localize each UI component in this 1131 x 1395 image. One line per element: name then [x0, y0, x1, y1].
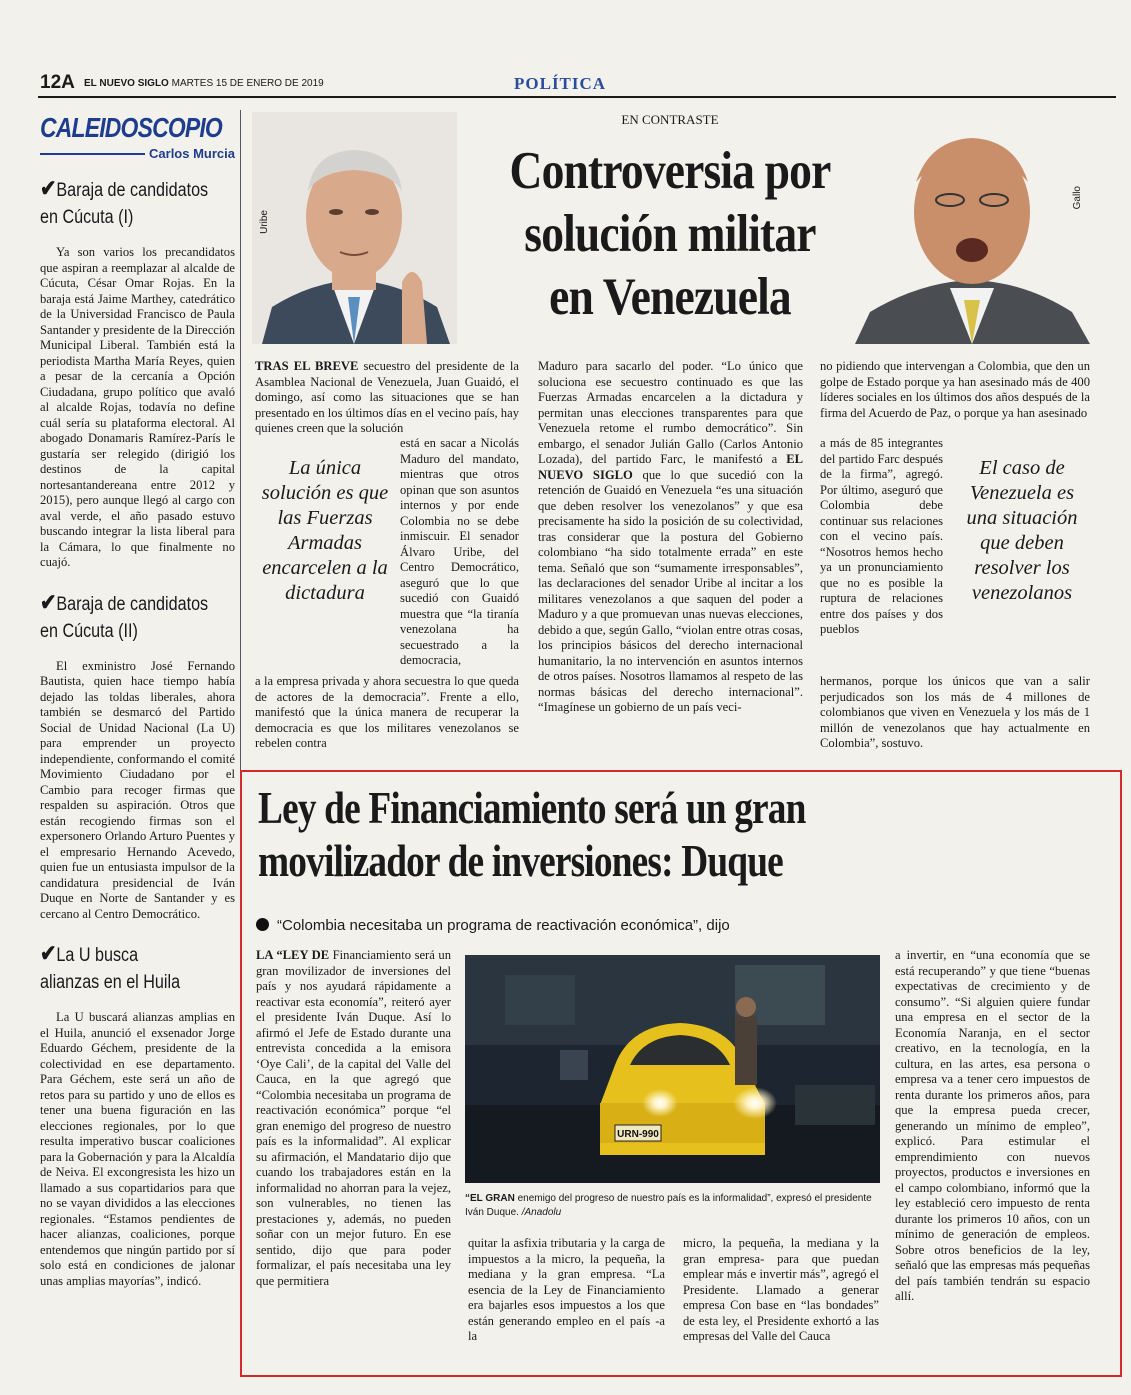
- taxi-photo: [465, 955, 880, 1183]
- story1-col1-top: TRAS EL BREVE secuestro del presidente de la Asamblea Nacional de Venezuela, Juan Guaidó, el domingo, así como las situaciones que se han presentado en los últimos días en el vecino país, hay quienes creen que la solución: [255, 359, 519, 435]
- story2-col3: micro, la pequeña, la mediana y la gran empresa- para que puedan emplear más e invertir más”, agregó el Presidente. Llamado a generar empresa Con base en “las bondades” de esta ley, el Presidente exhortó a las empresas del Valle del Cauca: [683, 1236, 879, 1343]
- story1-headline: Controversia por solución militar en Venezuela: [509, 142, 831, 326]
- checkmark-icon: ✔: [40, 588, 57, 615]
- story1-pull-quote-right: El caso de Venezuela es una situación que deben resolver los venezolanos: [966, 457, 1078, 604]
- author-rule: [40, 153, 145, 155]
- story2-col2: quitar la asfixia tributaria y la carga de impuestos a la micro, la pequeña, la mediana y la gran empresa. “La esencia de la Ley de Financiamiento era bajarles esos impuestos a los que están generando empleo en el país -a la: [468, 1236, 665, 1343]
- taxi-photo-caption: “EL GRAN enemigo del progreso de nuestro país es la informalidad”, expresó el presidente Iván Duque. /Anadolu: [465, 1193, 872, 1218]
- checkmark-icon: ✔: [40, 175, 57, 201]
- story1-kicker: EN CONTRASTE: [621, 112, 719, 127]
- section-name: POLÍTICA: [514, 74, 607, 93]
- item-2-text: El exministro José Fernando Bautista, quien hace tiempo había dejado las toldas liberales, ahora también se desmarcó del Partido Social de Unidad Nacional (La U) para emprender un proyecto independiente, conformando el comité Movimiento Ciudadano por el Cambio para recoger firmas que respalden su aspiración. Otros que están recogiendo firmas son el expersonero Orlando Arturo Puentes y el empresario Hernando Acevedo, quien fue un entusiasta impulsor de la candidatura presidencial de Iván Duque en Norte de Santander y es cercano al Centro Democrático.: [40, 658, 235, 921]
- license-plate: URN-990: [617, 1129, 659, 1140]
- bullet-icon: [256, 918, 269, 931]
- story1-col3-top: no pidiendo que intervengan a Colombia, que den un golpe de Estado porque ya han asesinado más de 400 líderes sociales en los últimos dos años después de la firma del Acuerdo de Paz, o porque ya han asesinado: [820, 359, 1090, 420]
- column-name: CALEIDOSCOPIO: [40, 112, 222, 143]
- gallo-caption: Gallo: [1072, 186, 1083, 210]
- uribe-photo: [252, 112, 457, 344]
- item-2-title: ✔Baraja de candidatos en Cúcuta (II): [40, 588, 209, 642]
- story1-pull-quote-left: La única solución es que las Fuerzas Armadas encarcelen a la dictadura: [261, 457, 389, 604]
- item-1-text: Ya son varios los precandidatos que aspiran a reemplazar al alcalde de Cúcuta, César Omar Rojas. En la baraja está Jaime Marthey, catedrático de la Universidad Francisco de Paula Santander y presidente de la Dirección Municipal Liberal. También está la periodista Martha María Reyes, quien a pesar de la cercanía a Opción Ciudadana, grupo político que avaló al alcalde Rojas, todavía no define cuál sería su plataforma electoral. Al abogado Donamaris Ramírez-París le gustaría ser relegido (dirigió los destinos de la capital nortesantandereana entre 2012 y 2015), pero aunque llegó al cargo con aval verde, el año pasado estuvo buscando integrar la lista liberal para la Cámara, lo que finalmente no cuajó.: [40, 245, 235, 569]
- story1-lead: TRAS EL BREVE: [255, 359, 359, 373]
- story1-col3-narrow: a más de 85 integrantes del partido Farc después de la firma”, agregó. Por último, aseguró que Colombia debe continuar sus relaciones con el vecino país. “Nosotros hemos hecho ya un pronunciamiento que no es posible la ruptura de relaciones entre dos países y dos pueblos: [820, 436, 943, 636]
- story1-col2: Maduro para sacarlo del poder. “Lo único que soluciona ese secuestro continuado es que las Fuerzas Armadas encarcelen a la dictadura y permitan unas elecciones transparentes para que Venezuela retome el rumbo democrático”. Sin embargo, el senador Julián Gallo (Carlos Antonio Lozada), del partido Farc, le manifestó a EL NUEVO SIGLO que lo que sucedió con la retención de Guaidó en Venezuela “es una situación que deben resolver los venezolanos” y que esa precisamente ha sido la posición de su colectividad, tras considerar que la postura del Gobierno colombiano “ha sido totalmente errada” en este tema. Señaló que son “sumamente irresponsables”, las declaraciones del senador Uribe al incitar a los militares venezolanos a que saquen del poder a Maduro y a que promuevan unas nuevas elecciones, debido a que, según Gallo, “violan entre otras cosas, los principios básicos del derecho internacional humanitario, la no intervención en asuntos internos de otros países. Nosotros llamamos al respeto de las normas básicas del derecho internacional”. “Imagínese un gobierno de un país veci-: [538, 359, 804, 714]
- publication-date: MARTES 15 DE ENERO DE 2019: [171, 78, 324, 89]
- gallo-photo: [850, 112, 1095, 344]
- story1-col1-tail: a la empresa privada y ahora secuestra lo que queda de actores de la democracia”. Frente a ello, manifestó que la única manera de recuperar la democracia es que los militares venezolanos se rebelen contra: [255, 674, 519, 750]
- story1-col3-tail: hermanos, porque los únicos que van a salir perjudicados son los más de 4 millones de colombianos que viven en Venezuela y los más de 1 millón de venezolanos que hay actualmente en Colombia”, sostuvo.: [820, 674, 1090, 750]
- publication-name: EL NUEVO SIGLO: [84, 78, 169, 89]
- header-rule: [38, 96, 1116, 98]
- uribe-caption: Uribe: [259, 210, 270, 234]
- item-1-title: ✔Baraja de candidatos en Cúcuta (I): [40, 175, 209, 228]
- story2-deck: “Colombia necesitaba un programa de reactivación económica”, dijo: [256, 917, 1096, 934]
- story1-col1-narrow: está en sacar a Nicolás Maduro del mandato, mientras que otros opinan que son asuntos internos y por ende Colombia no se debe inmiscuir. El senador Álvaro Uribe, del Centro Democrático, aseguró que lo que sucedió con Guaidó muestra que “la tiranía venezolana ha secuestrado a la democracia,: [400, 436, 519, 667]
- item-3-text: La U buscará alianzas amplias en el Huila, anunció el exsenador Jorge Eduardo Géchem, presidente de la colectividad en ese departamento. Para Géchem, este será un año de retos para su partido y uno de ellos es tener una buena figuración en las elecciones regionales, por lo que resulta imperativo buscar coaliciones para la Gobernación y para la Alcaldía de Neiva. El excongresista les hizo un llamado a sus copartidarios para que no se vayan divididos a las elecciones regionales. “Estamos pendientes de hacer alianzas, coaliciones, porque entendemos que ningún partido por sí solo está en condiciones de jalonar unas amplias mayorías”, indicó.: [40, 1010, 235, 1288]
- publication-line: [84, 78, 324, 89]
- column-author: Carlos Murcia: [149, 146, 235, 161]
- caleidoscopio-column: [40, 112, 235, 1289]
- story2-lead: LA “LEY DE: [256, 948, 330, 962]
- story2-col1: LA “LEY DE Financiamiento será un gran movilizador de inversiones del país y nos ayudará rápidamente a reactivar esta economía”, reiteró ayer el presidente Iván Duque. Así lo afirmó el Jefe de Estado durante una entrevista concedida a la emisora ‘Oye Cali’, de la capital del Valle del Cauca, en la que agregó que “Colombia necesitaba un programa de reactivación económica” porque “el gran enemigo del progreso de nuestro país es la informalidad”. Al explicar su afirmación, el Mandatario dijo que cuando los trabajadores están en la informalidad no ahorran para la vejez, son vulnerables, no tienen las prestaciones y, además, no pueden soñar con un mejor futuro. En ese sentido, dijo que para poder formalizar, el país necesitaba una ley que permitiera: [256, 948, 451, 1288]
- newspaper-name: EL NUEVO SIGLO: [538, 452, 803, 482]
- page-number: 12A: [40, 72, 75, 93]
- story2-col4: a invertir, en “una economía que se está recuperando” y que tiene “buenas expectativas de crecimiento y de consumo”. “Si alguien quiere fundar una empresa en el sector de la Economía Naranja, en el sector creativo, en la tecnología, en la cultura, en las artes, esa persona o empresa va a tener cero impuestos de renta durante los primeros años, para que la empresa pueda crecer, generando un mínimo de empleo”, explicó. Para estimular el emprendimiento con nuevos proyectos, productos e inversiones en el campo colombiano, informó que la ley estableció cero impuesto de renta durante los primeros 10 años, con un mínimo de generación de empleos. Sobre otros beneficios de la ley, señaló que las empresas más pequeñas del país también tendrán su espacio allí.: [895, 948, 1090, 1303]
- story2-headline: Ley de Financiamiento será un gran movilizador de inversiones: Duque: [258, 783, 806, 886]
- checkmark-icon: ✔: [40, 940, 57, 966]
- item-3-title: ✔La U busca alianzas en el Huila: [40, 940, 181, 993]
